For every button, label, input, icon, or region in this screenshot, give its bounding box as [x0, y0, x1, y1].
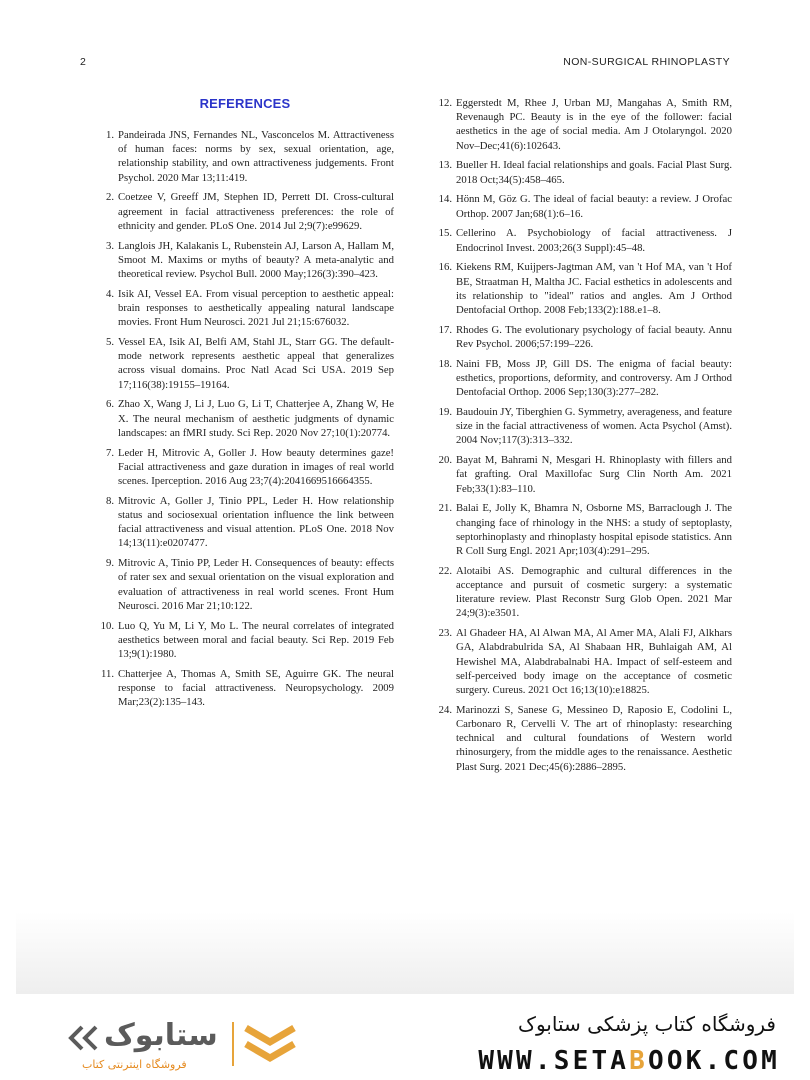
url-suffix: OOK.COM [648, 1046, 780, 1076]
reference-item [434, 260, 732, 317]
reference-text: Cellerino A. Psychobiology of facial attractiveness. J Endocrinol Invest. 2003;26(3 Suppl):45–48. [456, 227, 732, 254]
reference-item [96, 619, 394, 662]
reference-item [434, 96, 732, 153]
reference-text: Bueller H. Ideal facial relationships and goals. Facial Plast Surg. 2018 Oct;34(5):458–465. [456, 159, 732, 186]
reference-text: Al Ghadeer HA, Al Alwan MA, Al Amer MA, Alali FJ, Alkhars GA, Alabdrabulrida SA, Al Shabaan HR, Buhlaigah AM, Al Hewishel MA, Alabdrabalnabi HA. Impact of self-esteem and self-perceived body image on the acceptance of cosmetic surgery. Cureus. 2021 Oct 16;13(10):e18825. [456, 627, 732, 697]
reference-number: 22. [438, 564, 452, 577]
reference-item [434, 323, 732, 351]
reference-number: 21. [438, 502, 452, 515]
reference-item [96, 128, 394, 185]
reference-item [96, 667, 394, 710]
logo-subtitle: فروشگاه اینترنتی کتاب [82, 1058, 187, 1071]
reference-item [434, 158, 732, 186]
page-number: 2 [80, 56, 86, 68]
reference-number: 15. [438, 227, 452, 240]
store-url[interactable] [418, 1046, 780, 1076]
running-head [80, 56, 730, 70]
reference-text: Hönn M, Göz G. The ideal of facial beauty: a review. J Orofac Orthop. 2007 Jan;68(1):6–16. [456, 193, 732, 220]
running-title: NON-SURGICAL RHINOPLASTY [563, 56, 730, 68]
reference-text: Naini FB, Moss JP, Gill DS. The enigma of facial beauty: esthetics, proportions, deformity, and controversy. Am J Orthod Dentofacial Orthop. 2006 Sep;130(3):277–282. [456, 357, 732, 399]
reference-number: 20. [438, 454, 452, 467]
reference-item [96, 446, 394, 489]
reference-item [434, 564, 732, 621]
reference-number: 24. [438, 703, 452, 716]
reference-list-right [434, 96, 732, 774]
url-accent-letter: B [629, 1046, 649, 1076]
reference-item [96, 397, 394, 440]
reference-text: Eggerstedt M, Rhee J, Urban MJ, Mangahas A, Smith RM, Revenaugh PC. Beauty is in the eye of the follower: facial aesthetics in the age of social media. Am J Otolaryngol. 2020 Nov–Dec;41(6):102643. [456, 97, 732, 152]
reference-number: 2. [105, 191, 114, 204]
reference-number: 14. [438, 193, 452, 206]
reference-number: 1. [105, 129, 114, 141]
reference-item [434, 501, 732, 558]
reference-text: Bayat M, Bahrami N, Mesgari H. Rhinoplasty with fillers and fat grafting. Oral Maxillofac Surg Clin North Am. 2021 Feb;33(1):83–110. [456, 454, 732, 495]
reference-text: Alotaibi AS. Demographic and cultural differences in the acceptance and pursuit of cosmetic surgery: a systematic literature review. Plast Reconstr Surg Glob Open. 2021 Mar 24;9(3):e3501. [456, 564, 732, 620]
reference-text: Leder H, Mitrovic A, Goller J. How beauty determines gaze! Facial attractiveness and gaze duration in images of real world scenes. Iperception. 2016 Aug 23;7(4):2041669516664355. [118, 446, 394, 488]
reference-text: Balai E, Jolly K, Bhamra N, Osborne MS, Barraclough J. The changing face of rhinology in the NHS: a study of septoplasty, septorhinoplasty and rhinoplasty hospital episode statistics. Ann R Coll Surg Engl. 2021 Apr;103(4):291–295. [456, 502, 732, 558]
reference-number: 12. [438, 97, 452, 109]
reference-number: 23. [438, 627, 452, 640]
reference-number: 13. [438, 159, 452, 172]
reference-item [434, 405, 732, 448]
references-left-column [96, 96, 394, 715]
reference-number: 10. [100, 619, 114, 632]
logo-divider [232, 1022, 234, 1066]
reference-item [434, 453, 732, 496]
reference-item [434, 703, 732, 774]
reference-number: 16. [438, 261, 452, 274]
reference-item [96, 556, 394, 613]
reference-item [96, 335, 394, 392]
book-chevron-icon [240, 1018, 300, 1070]
reference-text: Kiekens RM, Kuijpers-Jagtman AM, van 't Hof MA, van 't Hof BE, Straatman H, Maltha JC. Facial esthetics in adolescents and its relationship to "ideal" ratios and angles. Am J Orthod Dentofacial Orthop. 2008 Feb;133(2):188.e1–8. [456, 261, 732, 317]
reference-item [434, 192, 732, 220]
reference-number: 18. [438, 357, 452, 370]
reference-text: Chatterjee A, Thomas A, Smith SE, Aguirre GK. The neural response to facial attractiveness. Neuropsychology. 2009 Mar;23(2):135–143. [118, 667, 394, 709]
footer-fade [16, 912, 794, 994]
reference-number: 7. [105, 446, 114, 459]
reference-number: 8. [105, 494, 114, 507]
reference-text: Luo Q, Yu M, Li Y, Mo L. The neural correlates of integrated aesthetics between moral and facial beauty. Sci Rep. 2019 Feb 13;9(1):1980. [118, 619, 394, 661]
logo-wordmark: ستابوک [104, 1018, 218, 1053]
reference-text: Rhodes G. The evolutionary psychology of facial beauty. Annu Rev Psychol. 2006;57:199–226. [456, 323, 732, 351]
reference-item [434, 626, 732, 697]
reference-number: 5. [105, 336, 114, 349]
store-name: فروشگاه کتاب پزشکی ستابوک [518, 1012, 776, 1036]
reference-text: Mitrovic A, Goller J, Tinio PPL, Leder H. How relationship status and sociosexual orientation influence the link between facial attractiveness and visual attention. PLoS One. 2018 Nov 14;13(11):e0207477. [118, 494, 394, 550]
reference-number: 11. [101, 667, 114, 680]
references-right-column [434, 96, 732, 779]
reference-text: Coetzee V, Greeff JM, Stephen ID, Perrett DI. Cross-cultural agreement in facial attractiveness preferences: the role of ethnicity and gender. PLoS One. 2014 Jul 2;9(7):e99629. [118, 191, 394, 232]
references-heading: REFERENCES [199, 96, 291, 111]
reference-item [434, 357, 732, 400]
reference-item [434, 226, 732, 254]
reference-text: Marinozzi S, Sanese G, Messineo D, Raposio E, Codolini L, Carbonaro R, Cervelli V. The art of rhinoplasty: researching technical and cultural foundations of Western world rhinosurgery, from the middle ages to the renaissance. Aesthetic Plast Surg. 2021 Dec;45(6):2886–2895. [456, 703, 732, 773]
reference-number: 19. [438, 406, 452, 419]
reference-text: Mitrovic A, Tinio PP, Leder H. Consequences of beauty: effects of rater sex and sexual orientation on the visual exploration and evaluation of attractiveness in real world scenes. Front Hum Neurosci. 2016 Mar 21;10:122. [118, 557, 394, 612]
reference-text: Langlois JH, Kalakanis L, Rubenstein AJ, Larson A, Hallam M, Smoot M. Maxims or myths of beauty? A meta-analytic and theoretical review. Psychol Bull. 2000 May;126(3):390–423. [118, 239, 394, 281]
chevrons-left-icon [66, 1024, 106, 1052]
reference-number: 17. [438, 323, 452, 336]
reference-number: 6. [105, 398, 114, 411]
reference-item [96, 494, 394, 551]
reference-text: Zhao X, Wang J, Li J, Luo G, Li T, Chatterjee A, Zhang W, He X. The neural mechanism of aesthetic judgments of dynamic landscapes: an fMRI study. Sci Rep. 2020 Nov 27;10(1):20774. [118, 398, 394, 439]
reference-number: 4. [105, 287, 114, 300]
reference-list-left [96, 128, 394, 709]
reference-text: Isik AI, Vessel EA. From visual perception to aesthetic appeal: brain responses to aesthetically appealing natural landscape movies. Front Hum Neurosci. 2021 Jul 21;15:676032. [118, 287, 394, 329]
reference-text: Vessel EA, Isik AI, Belfi AM, Stahl JL, Starr GG. The default-mode network represents aesthetic appeal that generalizes across visual domains. Proc Natl Acad Sci USA. 2019 Sep 17;116(38):19155–19164. [118, 336, 394, 391]
reference-item [96, 190, 394, 233]
reference-item [96, 287, 394, 330]
url-prefix: WWW.SETA [478, 1046, 630, 1076]
reference-text: Baudouin JY, Tiberghien G. Symmetry, averageness, and feature size in the facial attractiveness of women. Acta Psychol (Amst). 2004 Nov;117(3):313–332. [456, 406, 732, 447]
reference-item [96, 239, 394, 282]
reference-number: 9. [105, 557, 114, 570]
reference-text: Pandeirada JNS, Fernandes NL, Vasconcelos M. Attractiveness of human faces: norms by sex, sexual orientation, age, relationship stability, and own attractiveness judgements. Front Psychol. 2020 Mar 13;11:419. [118, 129, 394, 184]
reference-number: 3. [105, 239, 114, 252]
